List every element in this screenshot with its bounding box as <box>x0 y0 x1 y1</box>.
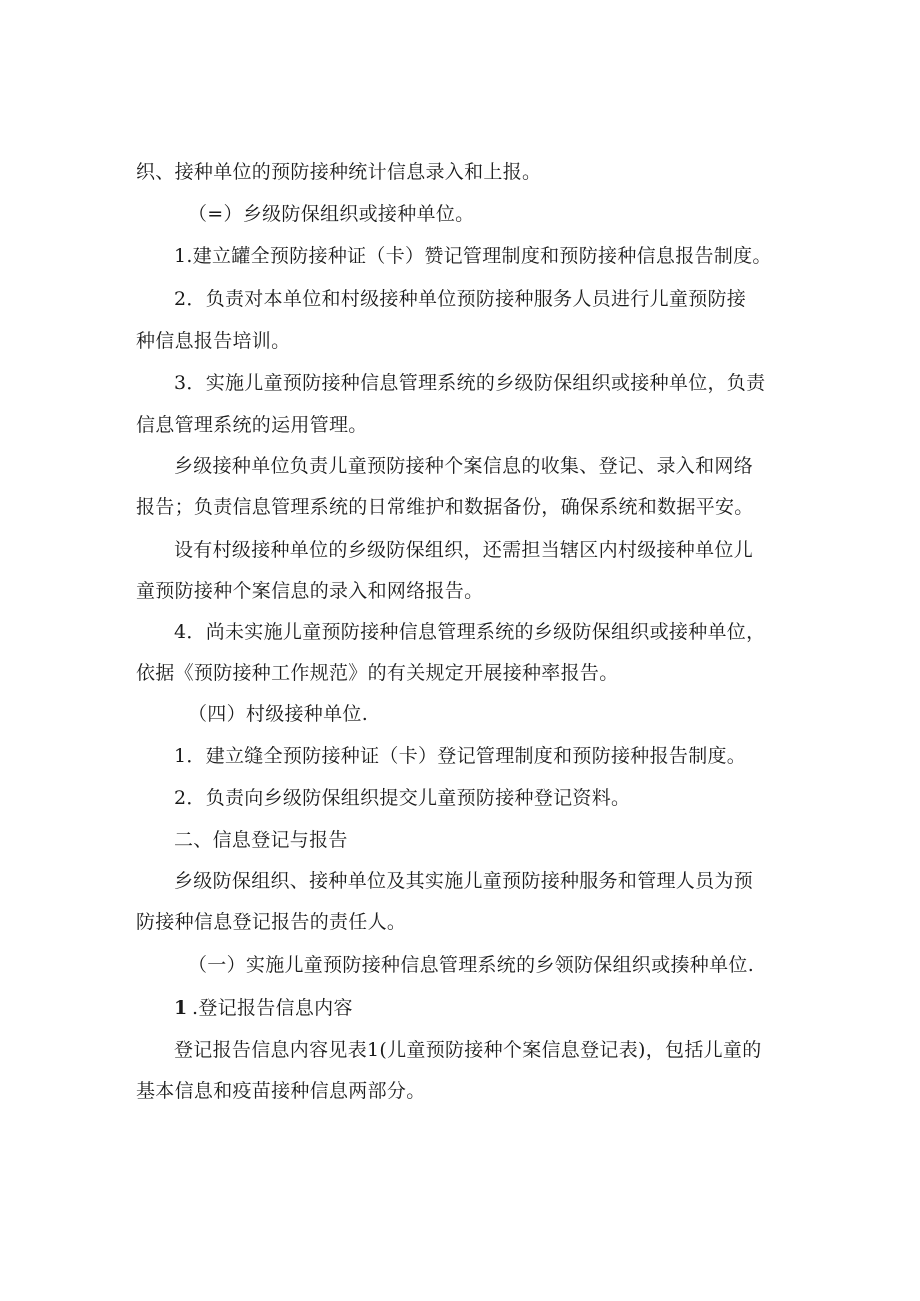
paragraph-line: 信息管理系统的运用管理。 <box>136 414 368 436</box>
paragraph-line: 种信息报告培训。 <box>136 330 291 352</box>
paragraph-line: 基本信息和疫苗接种信息两部分。 <box>136 1080 426 1102</box>
subheading-title: .登记报告信息内容 <box>192 997 353 1019</box>
paragraph-line: 织、接种单位的预防接种统计信息录入和上报。 <box>136 161 542 183</box>
list-item: 2．负责对本单位和村级接种单位预防接种服务人员进行儿童预防接 <box>174 288 747 310</box>
paragraph-line: 乡级接种单位负责儿童预防接种个案信息的收集、登记、录入和网络 <box>174 455 754 477</box>
paragraph-line: 乡级防保组织、接种单位及其实施儿童预防接种服务和管理人员为预 <box>174 870 754 892</box>
section-heading: 二、信息登记与报告 <box>174 829 348 851</box>
paragraph-line: 依据《预防接种工作规范》的有关规定开展接种率报告。 <box>136 662 619 684</box>
list-item: 2．负责向乡级防保组织提交儿童预防接种登记资料。 <box>174 787 631 809</box>
list-item: 3．实施儿童预防接种信息管理系统的乡级防保组织或接种单位，负责 <box>174 372 766 394</box>
paragraph-line: 设有村级接种单位的乡级防保组织，还需担当辖区内村级接种单位儿 <box>174 539 754 561</box>
section-heading: （=）乡级防保组织或接种单位。 <box>188 203 475 225</box>
list-item: 1．建立缝全预防接种证（卡）登记管理制度和预防接种报告制度。 <box>174 745 747 767</box>
paragraph-line: 登记报告信息内容见表1(儿童预防接种个案信息登记表)，包括儿童的 <box>174 1039 762 1061</box>
section-heading: （一）实施儿童预防接种信息管理系统的乡领防保组织或揍种单位. <box>188 954 755 976</box>
paragraph-line: 防接种信息登记报告的责任人。 <box>136 911 407 933</box>
paragraph-line: 童预防接种个案信息的录入和网络报告。 <box>136 580 484 602</box>
list-item: 4．尚未实施儿童预防接种信息管理系统的乡级防保组织或接种单位， <box>174 621 766 643</box>
list-item: 1.建立罐全预防接种证（卡）赞记管理制度和预防接种信息报告制度。 <box>174 245 772 267</box>
subheading-number: 1 <box>174 997 188 1019</box>
section-heading: （四）村级接种单位. <box>188 703 369 725</box>
paragraph-line: 报告；负责信息管理系统的日常维护和数据备份，确保系统和数据平安。 <box>136 496 754 518</box>
